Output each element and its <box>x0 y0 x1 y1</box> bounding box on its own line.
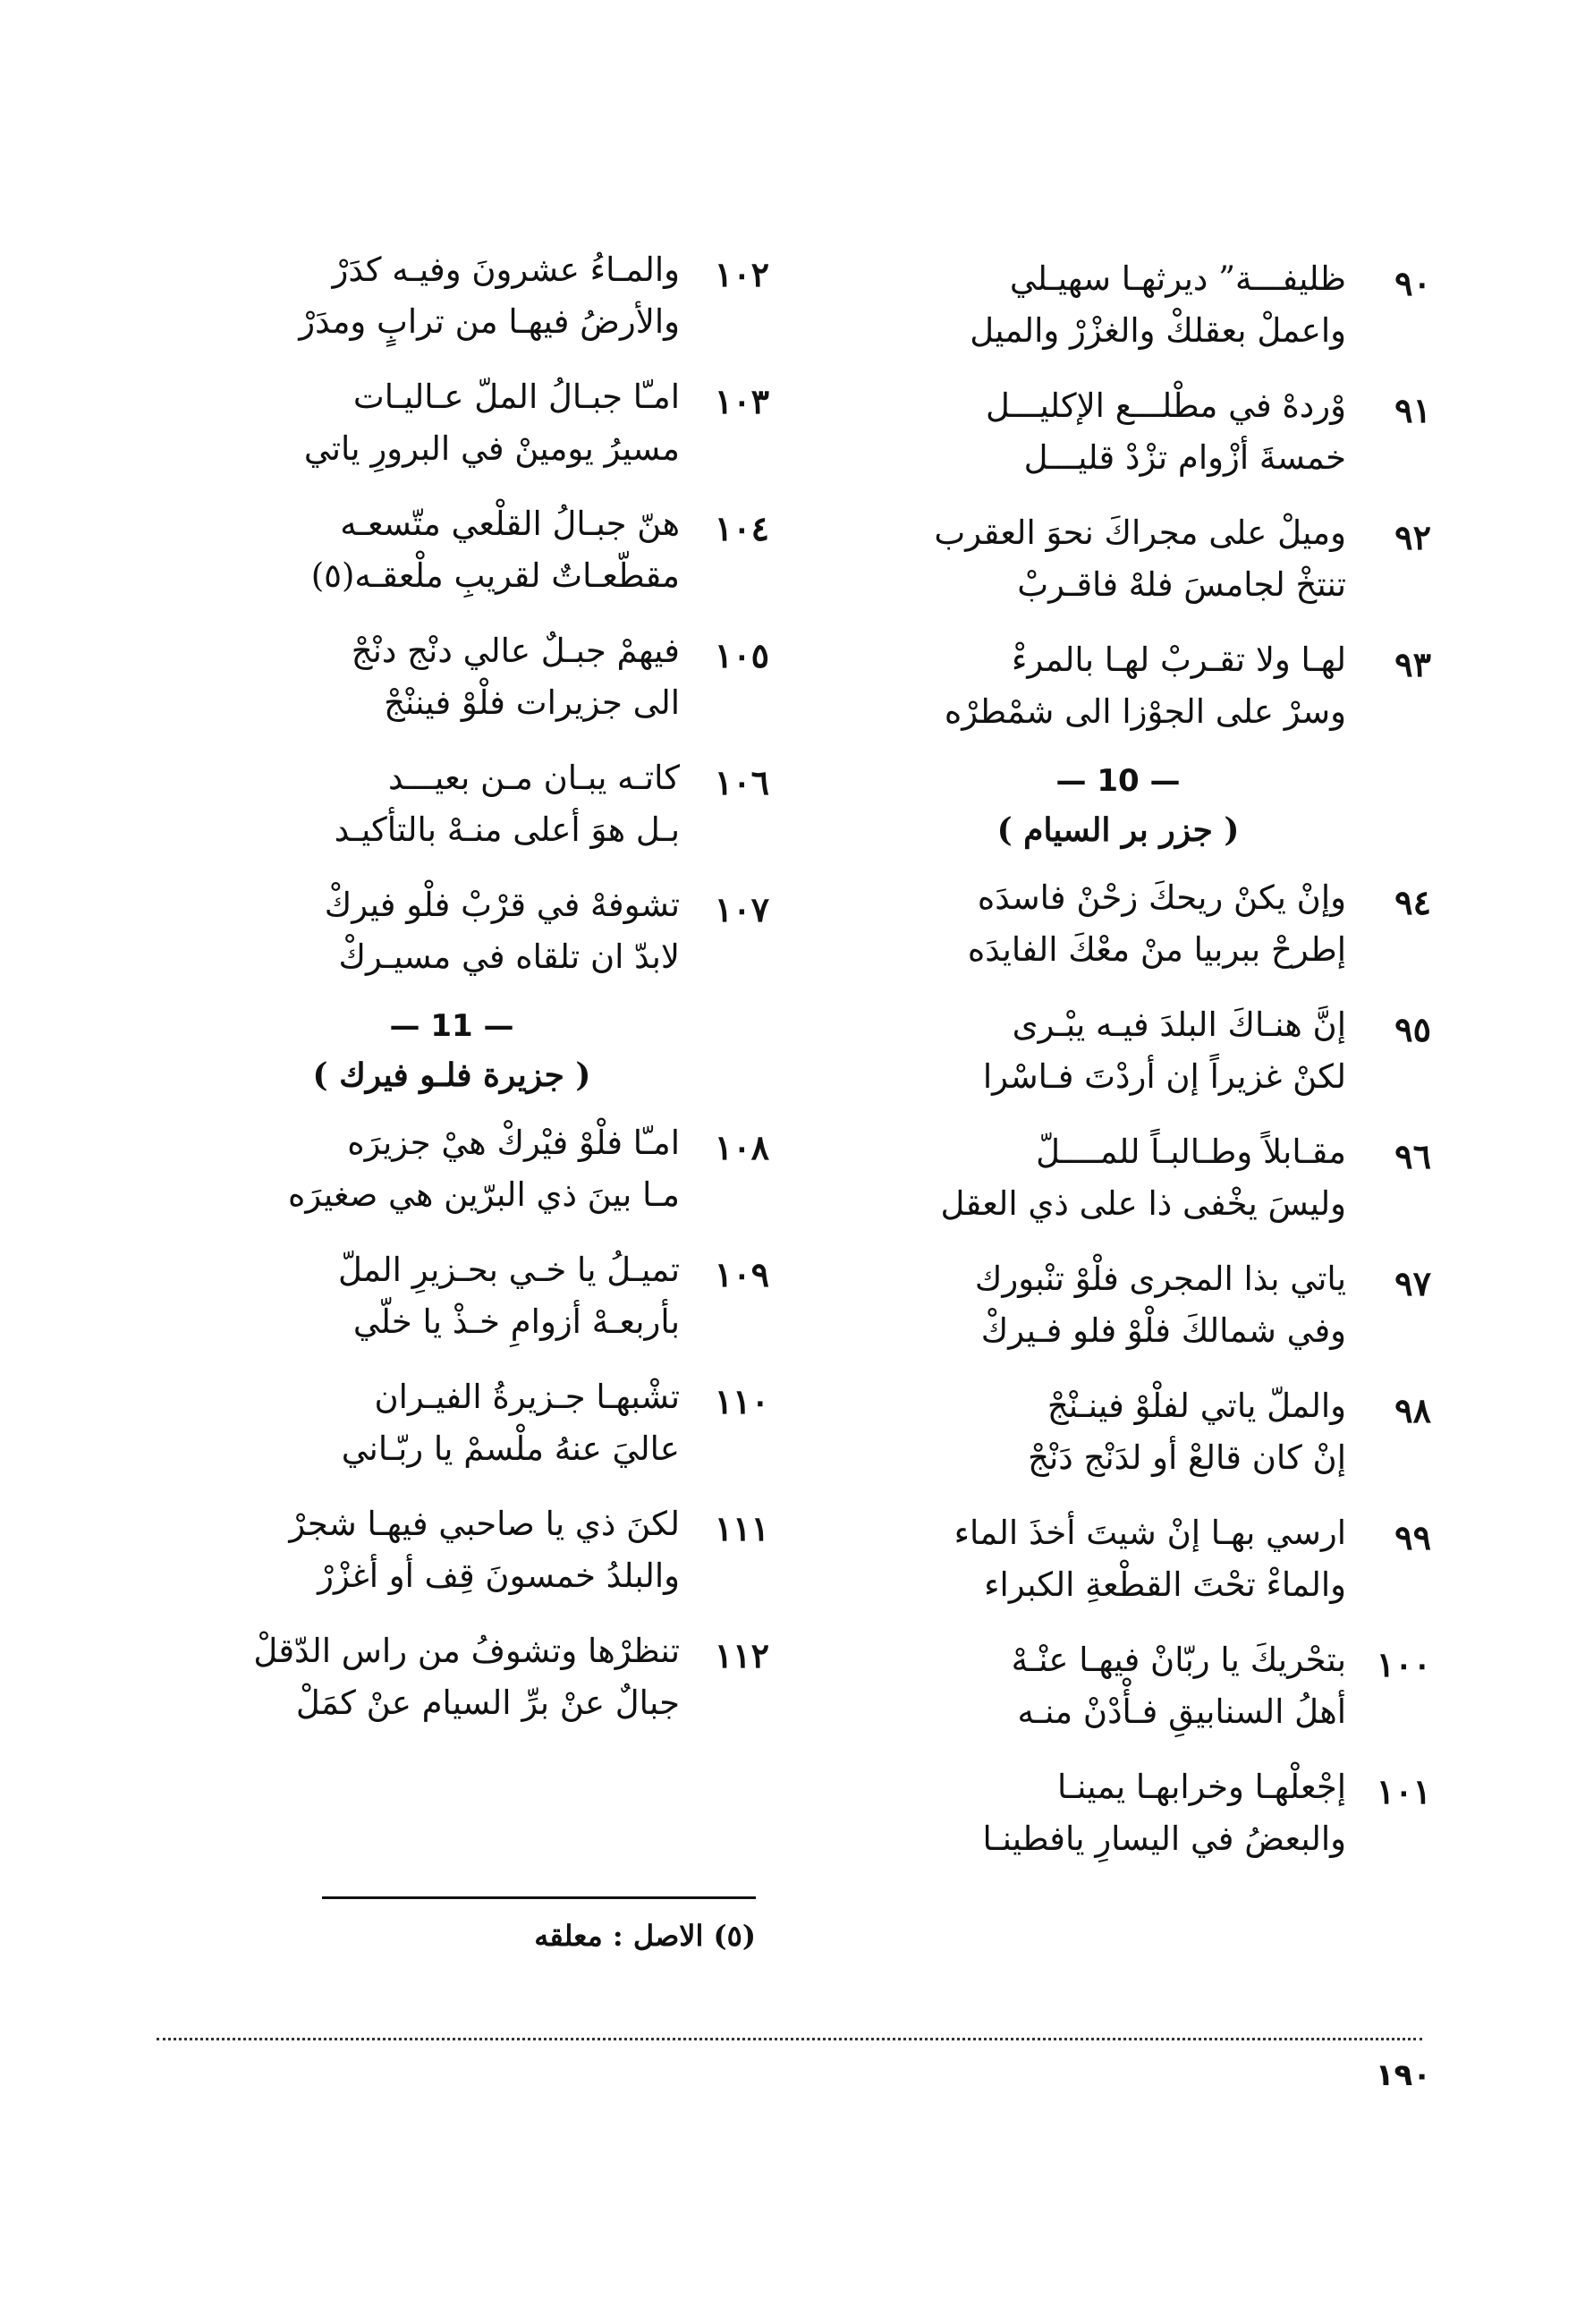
verse <box>805 1759 1431 1886</box>
verse-number: ١١٢ <box>714 1635 769 1675</box>
verse <box>805 997 1431 1124</box>
verse-number: ٩٠ <box>1394 263 1431 303</box>
verse-number: ٩٢ <box>1394 517 1431 557</box>
verse-line-2: أهلُ السنابيقِ فـأْدْنْ منـه <box>1017 1692 1346 1731</box>
verse-number: ١٠٣ <box>714 381 769 421</box>
verse-number: ٩٩ <box>1394 1517 1431 1557</box>
page-footer-rule <box>157 2038 1422 2040</box>
verse-line-1: تميـلُ يا خـي بحـزيرِ الملّ <box>338 1251 680 1289</box>
verse <box>134 750 769 877</box>
verse-number: ١٠٤ <box>714 508 769 548</box>
left-column <box>134 242 769 1750</box>
verse <box>805 377 1431 505</box>
verse-line-2: والأرضُ فيهـا من ترابٍ ومدَرْ <box>299 302 680 341</box>
verse-number: ٩٨ <box>1394 1390 1431 1430</box>
verse <box>134 1115 769 1242</box>
verse-line-1: بتحْريكَ يا ربّانْ فيهـا عنْـهْ <box>1011 1641 1346 1679</box>
verse-line-2: إنْ كان قالعْ أو لدَنْج دَنْجْ <box>1028 1438 1346 1477</box>
verse-number: ١٠٨ <box>714 1127 769 1167</box>
verse-line-1: كاتـه يبـان مـن بعيـــد <box>388 759 680 797</box>
verse <box>805 250 1431 377</box>
verse <box>805 632 1431 759</box>
verse-line-1: والملّ ياتي لفلْوْ فينـنْجْ <box>1047 1387 1346 1425</box>
verse-line-1: وإنْ يكنْ ريحكَ زحْنْ فاسدَه <box>977 878 1346 917</box>
verse <box>805 1505 1431 1632</box>
verse-line-1: فيهمْ جبـلٌ عالي دنْج دنْجْ <box>351 632 680 670</box>
verse <box>134 623 769 750</box>
verse-line-2: الى جزيرات فلْوْ فيننْجْ <box>384 683 680 722</box>
verse-number: ١٠٩ <box>714 1254 769 1294</box>
verse-line-1: هنّ جبـالُ القلْعي متّسعـه <box>340 505 680 543</box>
verse-line-1: ارسي بهـا إنْ شيتَ أخذَ الماء <box>954 1514 1346 1552</box>
verse-line-1: ظليفـــة” ديرثهـا سهيـلي <box>1009 259 1346 298</box>
verse-line-2: بـل هوَ أعلى منـهْ بالتأكيـد <box>334 810 680 849</box>
verse-line-1: إجْعلْهـا وخرابهـا يمينـا <box>1057 1768 1346 1806</box>
verse <box>805 1632 1431 1759</box>
verse-line-2: مقطّعـاتٌ لقريبِ ملْعقـه(٥) <box>310 556 680 595</box>
verse-line-1: تنظرْها وتشوفُ من راس الدّقلْ <box>253 1632 680 1670</box>
verse-line-2: والماءْ تحْتَ القطْعةِ الكبراء <box>984 1565 1346 1604</box>
verse-number: ٩٧ <box>1394 1263 1431 1303</box>
verse <box>134 1496 769 1623</box>
verse-line-2: لابدّ ان تلقاه في مسيـركْ <box>338 937 680 976</box>
verse-line-1: إنَّ هنـاكَ البلدَ فيـه يبْـرى <box>1012 1005 1346 1044</box>
verse-line-2: والبلدُ خمسونَ قِف أو أغزْرْ <box>318 1556 680 1595</box>
verse-number: ١٠٧ <box>714 889 769 929</box>
verse-number: ١٠٦ <box>714 762 769 802</box>
verse-number: ٩٤ <box>1394 882 1431 922</box>
verse <box>134 496 769 623</box>
verse <box>134 1242 769 1369</box>
verse-line-2: خمسةَ أزْوام تزْدْ قليـــل <box>1023 438 1346 477</box>
verse <box>134 877 769 1004</box>
verse-line-2: مسيرُ يومينْ في البرورِ ياتي <box>303 429 680 468</box>
verse-line-1: لكنَ ذي يا صاحبي فيهـا شجرْ <box>289 1505 680 1543</box>
section-number: — 10 — <box>1055 763 1181 799</box>
verse-number: ١٠٢ <box>714 254 769 294</box>
section-title: ( جزر بر السيام ) <box>996 811 1240 849</box>
verse-line-1: تشوفهْ في قرْبْ فلْو فيركْ <box>324 886 680 924</box>
verse-number: ١٠٥ <box>714 635 769 675</box>
verse-number: ٩١ <box>1394 390 1431 430</box>
verse <box>134 1369 769 1496</box>
footnote-divider <box>322 1896 756 1899</box>
footnote: (٥) الاصل : معلقه <box>534 1919 756 1953</box>
verse-line-2: عاليَ عنهُ ملْسمْ يا ربّـاني <box>341 1429 680 1468</box>
verse <box>805 1378 1431 1505</box>
verse <box>134 369 769 496</box>
verse-line-2: وليسَ يخْفى ذا على ذي العقل <box>940 1184 1346 1223</box>
verse-number: ١٠١ <box>1376 1771 1431 1811</box>
verse <box>134 242 769 369</box>
verse-line-2: تنتخْ لجامسَ فلهْ فاقـربْ <box>1017 565 1346 604</box>
verse-line-1: لهـا ولا تقـربْ لهـا بالمرءْ <box>1011 640 1346 679</box>
verse-line-2: إطرحْ ببربيا منْ معْكَ الفايدَه <box>967 930 1346 969</box>
verse-line-2: بأربعـهْ أزوامِ خـذْ يا خلّي <box>352 1302 680 1341</box>
verse-line-2: واعملْ بعقلكْ والغزْرْ والميل <box>970 311 1346 350</box>
verse-line-1: وميلْ على مجراكَ نحوَ العقرب <box>934 513 1346 552</box>
verse-line-1: والمـاءُ عشرونَ وفيـه كدَرْ <box>332 250 680 289</box>
verse-line-2: لكنْ غزيراً إن أردْتَ فـاسْرا <box>982 1057 1346 1096</box>
verse <box>805 1251 1431 1378</box>
page-number: ١٩٠ <box>1375 2057 1431 2093</box>
section-number: — 11 — <box>389 1008 514 1044</box>
verse-line-2: مـا بينَ ذي البرّين هي صغيرَه <box>288 1175 680 1214</box>
verse <box>805 869 1431 997</box>
verse-number: ١١٠ <box>714 1381 769 1421</box>
verse-number: ١٠٠ <box>1376 1644 1431 1684</box>
verse-line-2: والبعضُ في اليسارِ يافطينـا <box>982 1819 1346 1858</box>
verse-number: ١١١ <box>714 1508 769 1548</box>
verse-line-1: وْردهْ في مطْلـــع الإكليـــل <box>986 386 1346 425</box>
verse-line-1: مقـابلاً وطـالبـاً للمــــلّ <box>1036 1132 1346 1171</box>
section-title: ( جزيرة فلـو فيرك ) <box>312 1056 591 1094</box>
verse-line-1: ياتي بذا المجرى فلْوْ تنْبورك <box>974 1260 1346 1298</box>
verse-number: ٩٦ <box>1394 1136 1431 1176</box>
verse-number: ٩٥ <box>1394 1009 1431 1049</box>
verse <box>805 505 1431 632</box>
verse-number: ٩٣ <box>1394 644 1431 684</box>
verse <box>805 1124 1431 1251</box>
right-column <box>805 250 1431 1886</box>
verse-line-1: تشْبهـا جـزيرةُ الفيـران <box>374 1378 680 1416</box>
verse-line-1: امـّا فلْوْ فيْركْ هيْ جزيرَه <box>347 1124 680 1162</box>
verse-line-2: وفي شمالكَ فلْوْ فلو فـيركْ <box>980 1311 1346 1350</box>
verse-line-2: جبالٌ عنْ برِّ السيام عنْ كمَلْ <box>295 1684 680 1722</box>
verse-line-2: وسرْ على الجوْزا الى شمْطرْه <box>944 692 1346 731</box>
verse <box>134 1623 769 1750</box>
verse-line-1: امـّا جبـالُ الملّ عـاليـات <box>352 377 680 416</box>
